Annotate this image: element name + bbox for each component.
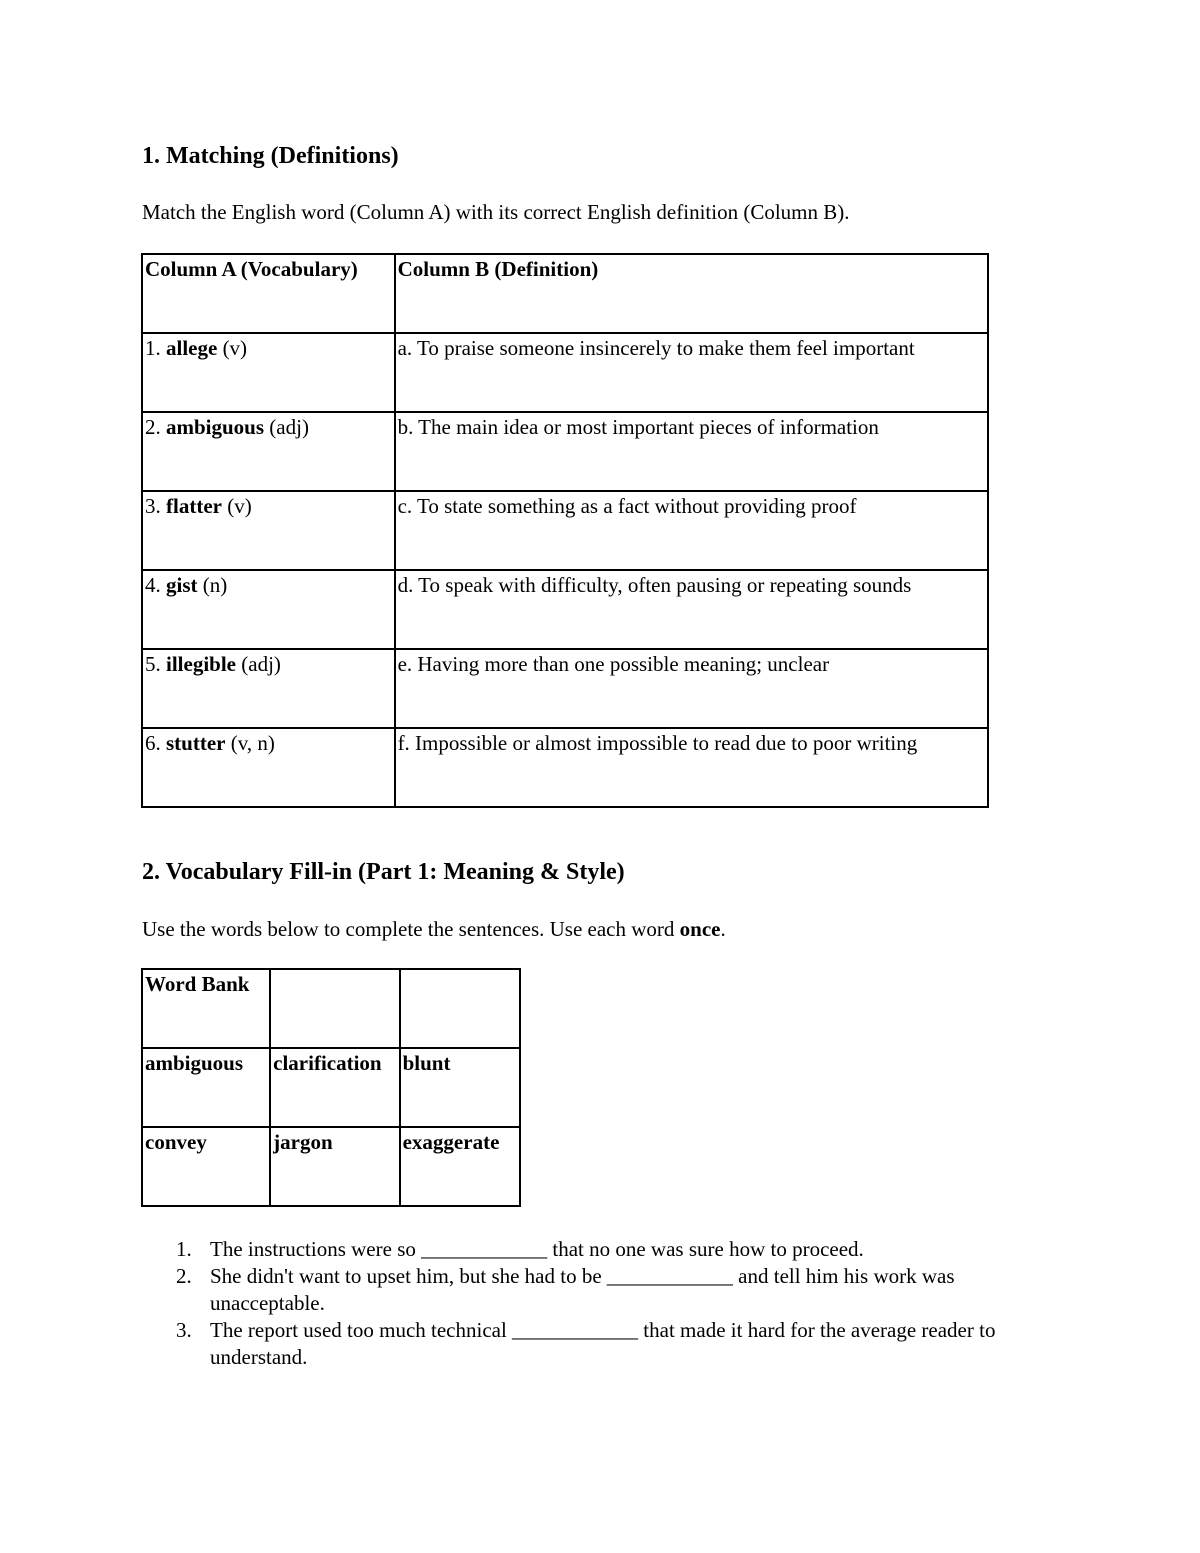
- sentence-number: 2.: [176, 1264, 192, 1288]
- definition-cell: e. Having more than one possible meaning; unclear: [395, 649, 988, 728]
- matching-table: [141, 253, 989, 808]
- sentence-text: The report used too much technical ____________ that made it hard for the average reader to understand.: [210, 1318, 996, 1369]
- definition-cell: b. The main idea or most important pieces of information: [395, 412, 988, 491]
- column-b-header: Column B (Definition): [395, 254, 988, 333]
- definition-cell: c. To state something as a fact without providing proof: [395, 491, 988, 570]
- part-of-speech: (v): [221, 494, 252, 518]
- instructions-end: .: [720, 917, 726, 941]
- section1-heading: 1. Matching (Definitions): [142, 143, 399, 169]
- vocab-word: gist: [166, 573, 198, 597]
- word-bank-row: [142, 1048, 520, 1127]
- definition-cell: d. To speak with difficulty, often pausing or repeating sounds: [395, 570, 988, 649]
- sentence-item: [176, 1317, 1070, 1371]
- word-bank-cell: exaggerate: [400, 1127, 520, 1206]
- vocab-word: stutter: [166, 731, 226, 755]
- sentence-text: The instructions were so ____________ that no one was sure how to proceed.: [210, 1237, 864, 1261]
- vocab-cell: [142, 570, 395, 649]
- word-bank-cell: jargon: [270, 1127, 399, 1206]
- word-bank-cell: convey: [142, 1127, 270, 1206]
- word-bank-cell: [270, 969, 399, 1048]
- instructions-emphasis: once: [679, 917, 721, 941]
- matching-row: [142, 649, 988, 728]
- vocab-cell: [142, 728, 395, 807]
- section1-instructions: Match the English word (Column A) with its correct English definition (Column B).: [142, 200, 850, 224]
- sentence-item: [176, 1236, 1070, 1263]
- matching-header-row: [142, 254, 988, 333]
- fill-in-sentences: [176, 1236, 1070, 1371]
- word-bank-cell: blunt: [400, 1048, 520, 1127]
- sentence-text: She didn't want to upset him, but she had to be ____________ and tell him his work was unacceptable.: [210, 1264, 955, 1315]
- word-bank-cell: clarification: [270, 1048, 399, 1127]
- item-number: 5.: [145, 652, 166, 676]
- definition-cell: a. To praise someone insincerely to make them feel important: [395, 333, 988, 412]
- section2-instructions: [142, 917, 726, 942]
- item-number: 2.: [145, 415, 166, 439]
- word-bank-title: Word Bank: [142, 969, 270, 1048]
- item-number: 6.: [145, 731, 166, 755]
- section2-heading: 2. Vocabulary Fill-in (Part 1: Meaning & Style): [142, 859, 625, 885]
- word-bank-cell: ambiguous: [142, 1048, 270, 1127]
- matching-row: [142, 333, 988, 412]
- matching-row: [142, 491, 988, 570]
- word-bank-table: [141, 968, 521, 1207]
- word-bank-cell: [400, 969, 520, 1048]
- vocab-cell: [142, 649, 395, 728]
- vocab-cell: [142, 333, 395, 412]
- matching-row: [142, 728, 988, 807]
- word-bank-row: [142, 1127, 520, 1206]
- word-bank-row: [142, 969, 520, 1048]
- vocab-word: illegible: [166, 652, 236, 676]
- item-number: 3.: [145, 494, 166, 518]
- sentence-item: [176, 1263, 1070, 1317]
- column-a-header: Column A (Vocabulary): [142, 254, 395, 333]
- part-of-speech: (v): [217, 336, 248, 360]
- part-of-speech: (v, n): [225, 731, 275, 755]
- definition-cell: f. Impossible or almost impossible to read due to poor writing: [395, 728, 988, 807]
- sentence-number: 3.: [176, 1318, 192, 1342]
- sentence-number: 1.: [176, 1237, 192, 1261]
- vocab-cell: [142, 491, 395, 570]
- matching-row: [142, 412, 988, 491]
- vocab-word: flatter: [166, 494, 222, 518]
- part-of-speech: (adj): [236, 652, 281, 676]
- vocab-cell: [142, 412, 395, 491]
- item-number: 4.: [145, 573, 166, 597]
- vocab-word: ambiguous: [166, 415, 265, 439]
- item-number: 1.: [145, 336, 166, 360]
- matching-row: [142, 570, 988, 649]
- part-of-speech: (n): [197, 573, 228, 597]
- instructions-text: Use the words below to complete the sentences. Use each word: [142, 917, 680, 941]
- vocab-word: allege: [166, 336, 218, 360]
- part-of-speech: (adj): [264, 415, 309, 439]
